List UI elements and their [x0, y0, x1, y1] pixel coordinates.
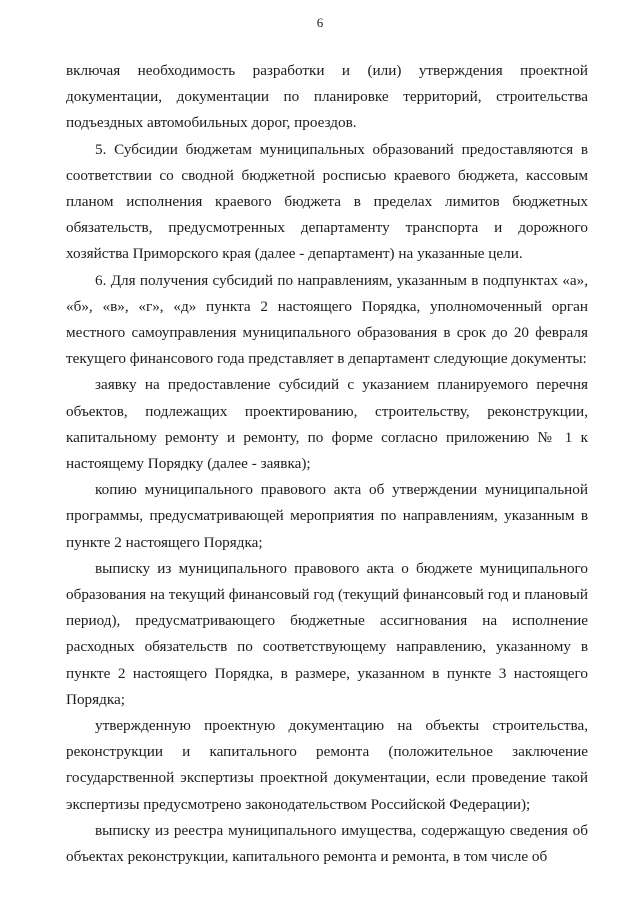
page-number: 6 [316, 15, 324, 30]
paragraph-item-6: 6. Для получения субсидий по направлениям, указанным в подпунктах «а», «б», «в», «г», «д» пункта 2 настоящего Порядка, уполномоченный орган местного самоуправления муниципального образования в срок до 20 февраля текущего финансового года представляет в департамент следующие документы: [66, 271, 588, 368]
paragraph-continuation: включая необходимость разработки и (или) утверждения проектной документации, документации по планировке территорий, строительства подъездных автомобильных дорог, проездов. [66, 62, 588, 132]
paragraph-project-docs: утвержденную проектную документацию на объекты строительства, реконструкции и капитального ремонта (положительное заключение государственной экспертизы проектной документации, если проведение такой экспертизы предусмотрено законодательством Российской Федерации); [66, 717, 588, 813]
paragraph-budget-extract: выписку из муниципального правового акта о бюджете муниципального образования на текущий финансовый год (текущий финансовый год и плановый период), предусматривающего бюджетные ассигнования на исполнение расходных обязательств по соответствующему направлению, указанному в пункте 2 настоящего Порядка, в размере, указанном в пункте 3 настоящего Порядка; [66, 559, 588, 708]
paragraph-application: заявку на предоставление субсидий с указанием планируемого перечня объектов, подлежащих проектированию, строительству, реконструкции, капитальному ремонту и ремонту, по форме согласно приложению № 1 к настоящему Порядку (далее - заявка); [66, 376, 588, 473]
paragraph-registry-extract: выписку из реестра муниципального имущества, содержащую сведения об объектах реконструкции, капитального ремонта и ремонта, в том числе об [66, 821, 588, 866]
paragraph-item-5: 5. Субсидии бюджетам муниципальных образований предоставляются в соответствии со сводной бюджетной росписью краевого бюджета, кассовым планом исполнения краевого бюджета в пределах лимитов бюджетных обязательств, предусмотренных департаменту транспорта и дорожного хозяйства Приморского края (далее - департамент) на указанные цели. [66, 140, 588, 263]
paragraph-program-copy: копию муниципального правового акта об утверждении муниципальной программы, предусматривающей мероприятия по направлениям, указанным в пункте 2 настоящего Порядка; [66, 481, 588, 551]
document-body [66, 58, 588, 870]
